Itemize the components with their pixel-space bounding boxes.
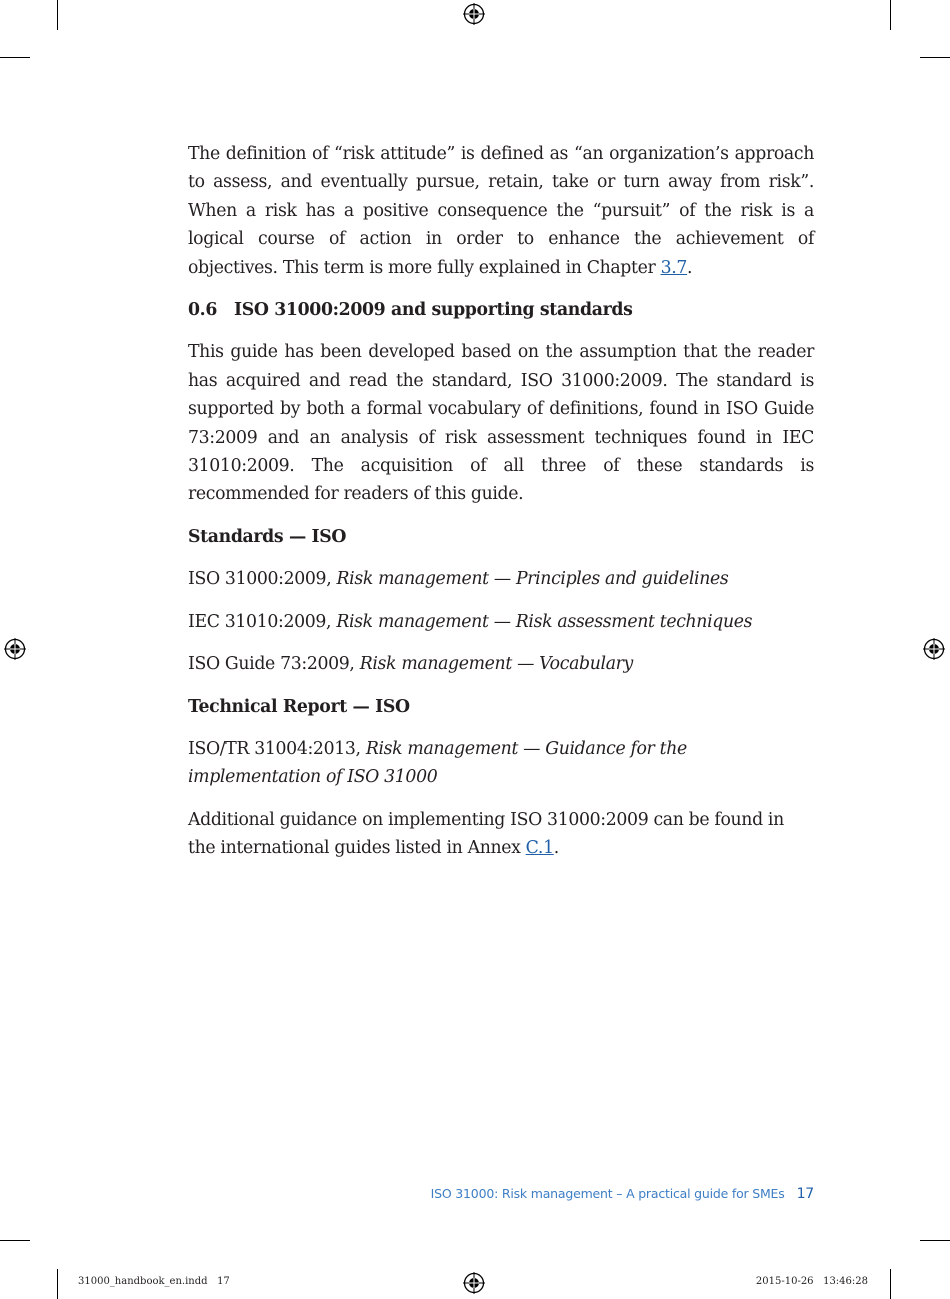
registration-mark-icon bbox=[923, 638, 945, 660]
standard-title: Risk management — Risk assessment techniques bbox=[336, 611, 753, 632]
registration-mark-icon bbox=[463, 1272, 485, 1294]
crop-mark-bottom-left bbox=[57, 1269, 58, 1299]
annex-c1-link[interactable]: C.1 bbox=[525, 838, 554, 859]
running-title: ISO 31000: Risk management – A practical guide for SMEs bbox=[430, 1186, 785, 1201]
additional-text: Additional guidance on implementing ISO 31000:2009 can be found in the international guides listed in Annex bbox=[188, 809, 784, 859]
running-footer bbox=[431, 1186, 814, 1202]
additional-paragraph bbox=[188, 806, 814, 863]
standard-code: IEC 31010:2009, bbox=[188, 611, 337, 632]
registration-mark-icon bbox=[463, 3, 485, 25]
standard-title: Risk management — Vocabulary bbox=[359, 654, 633, 675]
chapter-3-7-link[interactable]: 3.7 bbox=[660, 257, 687, 278]
technical-report-code: ISO/TR 31004:2013, bbox=[188, 738, 366, 759]
standard-item bbox=[188, 565, 814, 593]
intro-text: The definition of “risk attitude” is defined as “an organization’s approach to assess, and eventually pursue, retain, take or turn away from risk”. When a risk has a positive consequence the “pursuit” of the risk is a logical course of action in order to enhance the achievement of objectives. This term is more fully explained in Chapter bbox=[188, 144, 814, 278]
crop-mark-bottom-right-h bbox=[920, 1240, 950, 1241]
intro-end: . bbox=[687, 257, 693, 278]
standards-heading: Standards — ISO bbox=[188, 526, 347, 547]
additional-end: . bbox=[553, 838, 559, 859]
registration-mark-icon bbox=[4, 638, 26, 660]
crop-mark-bottom-right bbox=[890, 1269, 891, 1299]
standard-code: ISO 31000:2009, bbox=[188, 569, 337, 590]
crop-mark-top-right-h bbox=[920, 57, 950, 58]
technical-report-heading: Technical Report — ISO bbox=[188, 696, 410, 717]
slug-file: 31000_handbook_en.indd 17 bbox=[78, 1276, 230, 1287]
crop-mark-bottom-left-h bbox=[0, 1240, 30, 1241]
section-heading: 0.6 ISO 31000:2009 and supporting standards bbox=[188, 300, 633, 321]
intro-paragraph bbox=[188, 140, 814, 282]
technical-report-title: Risk management — Guidance for the implementation of ISO 31000 bbox=[188, 738, 687, 788]
technical-report-item bbox=[188, 735, 814, 792]
crop-mark-top-left bbox=[57, 0, 58, 30]
crop-mark-top-left-h bbox=[0, 57, 30, 58]
standard-item bbox=[188, 650, 814, 678]
page-number: 17 bbox=[796, 1186, 814, 1202]
standard-title: Risk management — Principles and guidelines bbox=[336, 569, 729, 590]
standard-item bbox=[188, 608, 814, 636]
crop-mark-top-right bbox=[890, 0, 891, 30]
slug-timestamp: 2015-10-26 13:46:28 bbox=[755, 1276, 868, 1287]
standard-code: ISO Guide 73:2009, bbox=[188, 654, 360, 675]
page-content bbox=[188, 140, 814, 877]
section-paragraph: This guide has been developed based on the assumption that the reader has acquired and read the standard, ISO 31000:2009. The standard is supported by both a formal vocabulary of definitions, found in ISO Guide 73:2009 and an analysis of risk assessment techniques found in IEC 31010:2009. The acquisition of all three of these standards is recommended for readers of this guide. bbox=[188, 342, 814, 505]
